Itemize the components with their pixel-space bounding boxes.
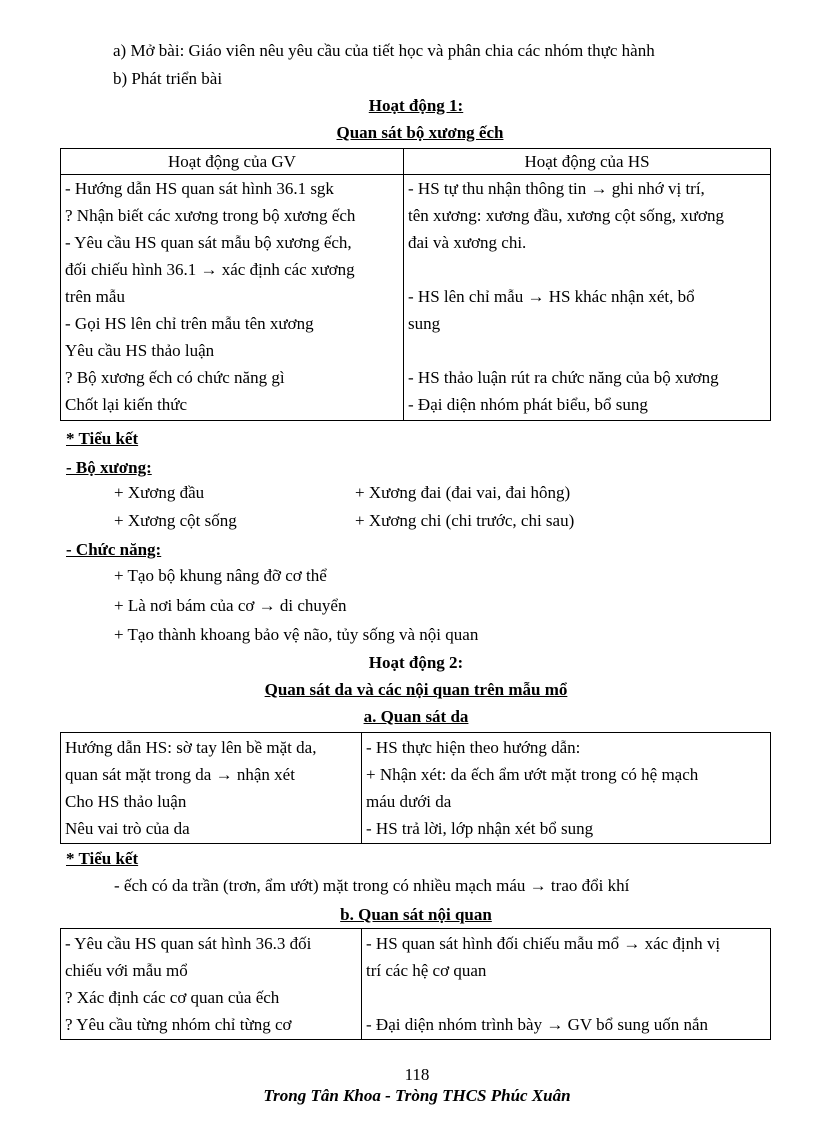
skeleton-item-limbs: + Xương chi (chi trước, chi sau) [355, 511, 575, 530]
function-item: + Tạo thành khoang bảo vệ não, tủy sống và nội quan [114, 625, 479, 644]
gv-line: chiếu với mẫu mổ [65, 961, 188, 980]
footer-text: Trong Tân Khoa - Tròng THCS Phúc Xuân [263, 1086, 571, 1105]
hs-line: trí các hệ cơ quan [366, 961, 487, 980]
gv-line: - Hướng dẫn HS quan sát hình 36.1 sgk [65, 179, 334, 198]
function-label: - Chức năng: [66, 540, 162, 559]
gv-column [61, 175, 404, 421]
hs-line: máu dưới da [366, 792, 452, 811]
activity1-table [60, 148, 771, 421]
hs-line: tên xương: xương đầu, xương cột sống, xương [408, 206, 724, 225]
summary-text: - ếch có da trần (trơn, ẩm ướt) mặt trong có nhiều mạch máu → trao đổi khí [114, 876, 630, 895]
gv-line: Hướng dẫn HS: sờ tay lên bề mặt da, [65, 738, 317, 757]
header-hs: Hoạt động của HS [404, 149, 771, 175]
section-a-title: a. Quan sát da [363, 707, 469, 726]
gv-line: - Yêu cầu HS quan sát hình 36.3 đối [65, 934, 312, 953]
hs-line: - Đại diện nhóm phát biểu, bổ sung [408, 395, 648, 414]
function-item: + Tạo bộ khung nâng đỡ cơ thể [114, 566, 327, 585]
hs-line: - HS thảo luận rút ra chức năng của bộ xương [408, 368, 719, 387]
intro-line-a: a) Mở bài: Giáo viên nêu yêu cầu của tiết học và phân chia các nhóm thực hành [113, 41, 655, 60]
hs-column [362, 733, 771, 844]
gv-line: Chốt lại kiến thức [65, 395, 188, 414]
gv-column [61, 929, 362, 1040]
gv-line: ? Yêu cầu từng nhóm chỉ từng cơ [65, 1015, 292, 1034]
activity1-heading: Hoạt động 1: [368, 96, 464, 115]
gv-line: ? Bộ xương ếch có chức năng gì [65, 368, 285, 387]
hs-line: - HS tự thu nhận thông tin → ghi nhớ vị trí, [408, 179, 705, 198]
summary-label: * Tiểu kết [66, 429, 139, 448]
skeleton-item-spine: + Xương cột sống [114, 511, 237, 530]
hs-column [404, 175, 771, 421]
gv-line: Nêu vai trò của da [65, 819, 190, 838]
gv-line: Yêu cầu HS thảo luận [65, 341, 215, 360]
skin-table [60, 732, 771, 844]
gv-line: trên mẫu [65, 287, 125, 306]
header-gv: Hoạt động của GV [61, 149, 404, 175]
hs-line: - HS trả lời, lớp nhận xét bổ sung [366, 819, 594, 838]
hs-line: - HS lên chỉ mẫu → HS khác nhận xét, bổ [408, 287, 695, 306]
activity1-title: Quan sát bộ xương ếch [336, 123, 504, 142]
function-item: + Là nơi bám của cơ → di chuyển [114, 596, 347, 615]
hs-line: - HS thực hiện theo hướng dẫn: [366, 738, 581, 757]
gv-line: quan sát mặt trong da → nhận xét [65, 765, 295, 784]
gv-line: Cho HS thảo luận [65, 792, 187, 811]
section-b-title: b. Quan sát nội quan [340, 905, 492, 924]
hs-line: sung [408, 314, 441, 333]
hs-column [362, 929, 771, 1040]
skeleton-item-head: + Xương đầu [114, 483, 205, 502]
skeleton-label: - Bộ xương: [66, 458, 152, 477]
hs-line [408, 256, 766, 283]
gv-line: đối chiếu hình 36.1 → xác định các xương [65, 260, 355, 279]
gv-line: - Yêu cầu HS quan sát mẫu bộ xương ếch, [65, 233, 352, 252]
organs-table [60, 928, 771, 1040]
hs-line [408, 337, 766, 364]
gv-line: - Gọi HS lên chỉ trên mẫu tên xương [65, 314, 314, 333]
gv-line: ? Nhận biết các xương trong bộ xương ếch [65, 206, 356, 225]
gv-column [61, 733, 362, 844]
activity2-title: Quan sát da và các nội quan trên mẫu mổ [264, 680, 568, 699]
activity2-heading: Hoạt động 2: [368, 653, 464, 672]
intro-line-b: b) Phát triển bài [113, 69, 223, 88]
gv-line: ? Xác định các cơ quan của ếch [65, 988, 280, 1007]
skeleton-item-girdle: + Xương đai (đai vai, đai hông) [355, 483, 571, 502]
hs-line [366, 984, 766, 1011]
summary-label-2: * Tiểu kết [66, 849, 139, 868]
hs-line: - HS quan sát hình đối chiếu mẫu mổ → xác định vị [366, 934, 721, 953]
hs-line: - Đại diện nhóm trình bày → GV bổ sung uốn nắn [366, 1015, 709, 1034]
hs-line: đai và xương chi. [408, 233, 527, 252]
hs-line: + Nhận xét: da ếch ẩm ướt mặt trong có hệ mạch [366, 765, 699, 784]
page-number: 118 [404, 1065, 430, 1084]
